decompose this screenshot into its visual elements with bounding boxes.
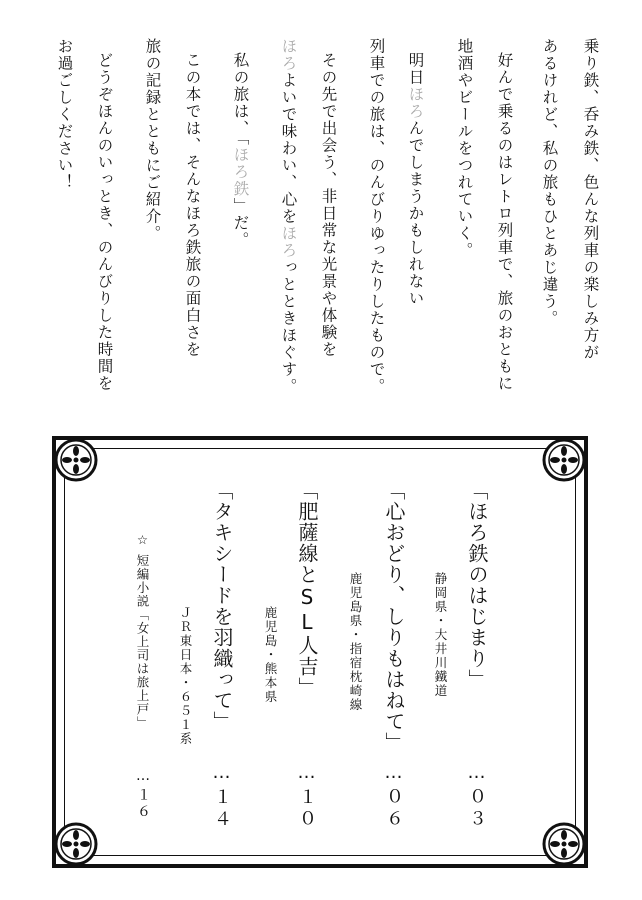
toc-entry-1-title: 「ほろ鉄のはじまり」	[465, 480, 489, 690]
highlight-text: ほろ	[279, 38, 298, 72]
text-run: 明日	[406, 52, 425, 86]
toc-entry-1-subtitle: 静岡県・大井川鐵道	[433, 572, 448, 698]
intro-line-7: その先で出会う、非日常な光景や体験を	[319, 52, 338, 358]
intro-line-6: 列車での旅は、のんびりゆったりしたもので。	[367, 38, 386, 395]
highlight-text: ほろ	[279, 225, 298, 259]
intro-line-9	[232, 52, 248, 248]
text-run: 」だ。	[231, 197, 250, 249]
corner-ornament-icon	[54, 438, 98, 482]
corner-ornament-icon	[542, 438, 586, 482]
toc-entry-2-title: 「心おどり、しりもはねて」	[382, 480, 406, 753]
toc-extra-title: 短編小説「女上司は旅上戸」	[135, 554, 150, 730]
text-run: 私の旅は、「	[231, 52, 250, 147]
text-run: んでしまうかもしれない	[406, 120, 425, 307]
toc-entry-3-title: 「肥薩線とSL人吉」	[295, 480, 319, 698]
intro-line-3: 好んで乗るのはレトロ列車で、旅のおともに	[495, 52, 514, 392]
text-run: よいで味わい、心を	[279, 72, 298, 225]
intro-line-4: 地酒やビールをつれていく。	[455, 38, 474, 259]
toc-entry-1-page: …０３	[466, 762, 487, 831]
toc-extra-entry	[133, 532, 151, 730]
toc-entry-3-subtitle: 鹿児島・熊本県	[263, 606, 278, 704]
text-run: っとときほぐす。	[279, 259, 298, 395]
corner-ornament-icon	[54, 822, 98, 866]
toc-entry-4-page: …１４	[211, 762, 232, 831]
toc-entry-4-title: 「タキシードを羽織って」	[210, 480, 234, 732]
highlight-text: ほろ鉄	[231, 146, 250, 198]
intro-text	[30, 38, 612, 418]
toc-entry-2-subtitle: 鹿児島県・指宿枕崎線	[348, 572, 363, 712]
intro-line-11: 旅の記録とともにご紹介。	[143, 38, 162, 242]
intro-line-5	[407, 52, 423, 307]
toc-entry-4-subtitle: ＪＲ東日本・６５１系	[178, 606, 193, 746]
intro-line-13: お過ごしください！	[55, 38, 74, 191]
toc-extra-page: …１６	[135, 768, 151, 821]
toc-entry-2-page: …０６	[383, 762, 404, 831]
toc-entry-3-page: …１０	[296, 762, 317, 831]
intro-line-12: どうぞほんのいっとき、のんびりした時間を	[95, 52, 114, 392]
intro-line-10: この本では、そんなほろ鉄旅の面白さを	[183, 52, 202, 358]
intro-line-2: あるけれど、私の旅もひとあじ違う。	[540, 38, 559, 327]
intro-line-1: 乗り鉄、呑み鉄、色んな列車の楽しみ方が	[581, 38, 600, 361]
intro-line-8	[280, 38, 296, 395]
highlight-text: ほろ	[406, 86, 425, 120]
star-icon: ☆	[135, 532, 150, 548]
corner-ornament-icon	[542, 822, 586, 866]
